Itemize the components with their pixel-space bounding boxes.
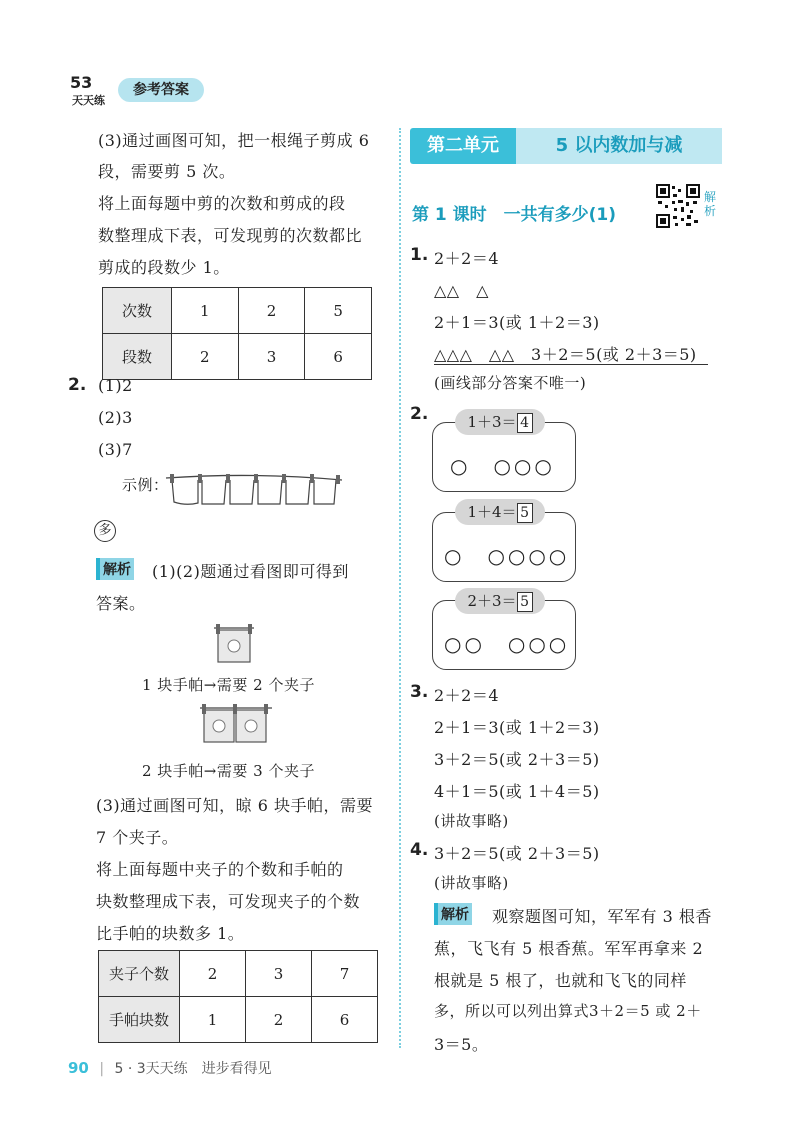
analysis-text: 蕉，飞飞有 5 根香蕉。军军再拿来 2 (434, 939, 704, 958)
equation: 1＋4＝ (467, 503, 517, 521)
category-badge: 多 (94, 520, 116, 542)
answer-line: (2)3 (98, 408, 133, 427)
table-row (103, 288, 372, 334)
question-number: 1. (410, 245, 429, 265)
caption: 2 块手帕→需要 3 个夹子 (142, 762, 315, 780)
table-row (103, 334, 372, 380)
table-cell: 次数 (103, 288, 172, 334)
table-row (99, 997, 378, 1043)
answer-line: (3)7 (98, 440, 133, 459)
paragraph-line: (3)通过画图可知，把一根绳子剪成 6 (98, 131, 370, 150)
analysis-text: 3＝5。 (434, 1035, 489, 1054)
table-cell: 2 (172, 334, 239, 380)
table-cell: 2 (246, 997, 312, 1043)
qr-code-label: 解析 (704, 190, 717, 218)
paragraph-line: (3)通过画图可知，晾 6 块手帕，需要 (96, 796, 374, 815)
unit-title: 5 以内数加与减 (516, 128, 722, 164)
answer-box: 5 (517, 503, 533, 523)
answer-key-tag: 参考答案 (118, 78, 204, 102)
note-line: (画线部分答案不唯一) (434, 374, 587, 392)
equation-tab (455, 499, 545, 525)
table-cell: 6 (312, 997, 378, 1043)
equation-tab (455, 409, 545, 435)
paragraph-line: 剪成的段数少 1。 (98, 258, 230, 277)
triangles-line: △△ △ (434, 281, 489, 300)
footer-separator: | (99, 1061, 105, 1077)
table-cell: 夹子个数 (99, 951, 180, 997)
table-cell: 7 (312, 951, 378, 997)
column-divider (399, 128, 401, 1048)
equation: 2＋3＝ (467, 592, 517, 610)
example-label: 示例： (122, 476, 169, 494)
underline (434, 364, 708, 365)
paragraph-line: 比手帕的块数多 1。 (96, 924, 245, 943)
circles-group: ○ ○○○○ (444, 544, 570, 568)
question-number: 3. (410, 682, 429, 702)
paragraph-line: 将上面每题中剪的次数和剪成的段 (98, 194, 346, 213)
paragraph-line: 将上面每题中夹子的个数和手帕的 (96, 860, 344, 879)
answer-box: 4 (517, 413, 533, 433)
answer-line: 3＋2＝5(或 2＋3＝5) (434, 750, 600, 769)
answer-line: △△△ △△ 3＋2＝5(或 2＋3＝5) (434, 345, 697, 364)
table-cell: 段数 (103, 334, 172, 380)
circles-group: ○ ○○○ (450, 454, 555, 478)
note-line: (讲故事略) (434, 874, 509, 892)
cuts-table (102, 287, 372, 380)
clips-table (98, 950, 378, 1043)
page-number: 90 (68, 1059, 89, 1077)
two-handkerchief-illustration (198, 702, 274, 748)
table-cell: 2 (180, 951, 246, 997)
answer-line: 2＋2＝4 (434, 249, 500, 268)
answer-line: 3＋2＝5(或 2＋3＝5) (434, 844, 600, 863)
qr-code-icon[interactable] (656, 184, 700, 228)
circles-group: ○○ ○○○ (444, 632, 570, 656)
table-row (99, 951, 378, 997)
analysis-label: 解析 (434, 903, 472, 925)
answer-box: 5 (517, 592, 533, 612)
note-line: (讲故事略) (434, 812, 509, 830)
question-number: 4. (410, 840, 429, 860)
analysis-label: 解析 (96, 558, 134, 580)
answer-line: 4＋1＝5(或 1＋4＝5) (434, 782, 600, 801)
svg-text:53: 53 (70, 73, 93, 92)
paragraph-line: 段，需要剪 5 次。 (98, 162, 236, 181)
analysis-text: 观察题图可知，军军有 3 根香 (492, 907, 712, 926)
unit-label: 第二单元 (410, 128, 516, 164)
table-cell: 手帕块数 (99, 997, 180, 1043)
svg-text:天天练: 天天练 (72, 94, 105, 107)
answer-line: 2＋2＝4 (434, 686, 500, 705)
table-cell: 6 (305, 334, 372, 380)
question-number: 2. (410, 404, 429, 424)
analysis-text: 多，所以可以列出算式3＋2＝5 或 2＋ (434, 1002, 702, 1020)
equation-tab (455, 588, 545, 614)
brand-logo (68, 72, 112, 108)
table-cell: 3 (238, 334, 305, 380)
table-cell: 1 (180, 997, 246, 1043)
analysis-text: (1)(2)题通过看图即可得到 (152, 562, 349, 581)
table-cell: 2 (238, 288, 305, 334)
table-cell: 3 (246, 951, 312, 997)
unit-header (410, 128, 722, 164)
analysis-text: 根就是 5 根了，也就和飞飞的同样 (434, 971, 687, 990)
question-number: 2. (68, 375, 87, 395)
answer-line: 2＋1＝3(或 1＋2＝3) (434, 718, 600, 737)
paragraph-line: 7 个夹子。 (96, 828, 179, 847)
handkerchief-line-illustration (162, 470, 346, 512)
lesson-title: 第 1 课时 一共有多少(1) (412, 205, 617, 225)
equation: 1＋3＝ (467, 413, 517, 431)
table-cell: 5 (305, 288, 372, 334)
one-handkerchief-illustration (212, 622, 256, 668)
answer-line: 2＋1＝3(或 1＋2＝3) (434, 313, 600, 332)
answer-line: (1)2 (98, 376, 133, 395)
paragraph-line: 数整理成下表，可发现剪的次数都比 (98, 226, 363, 245)
caption: 1 块手帕→需要 2 个夹子 (142, 676, 315, 694)
paragraph-line: 块数整理成下表，可发现夹子的个数 (96, 892, 361, 911)
page-footer (68, 1058, 272, 1078)
footer-slogan: 5 · 3天天练 进步看得见 (114, 1061, 272, 1077)
table-cell: 1 (172, 288, 239, 334)
analysis-text: 答案。 (96, 594, 146, 613)
